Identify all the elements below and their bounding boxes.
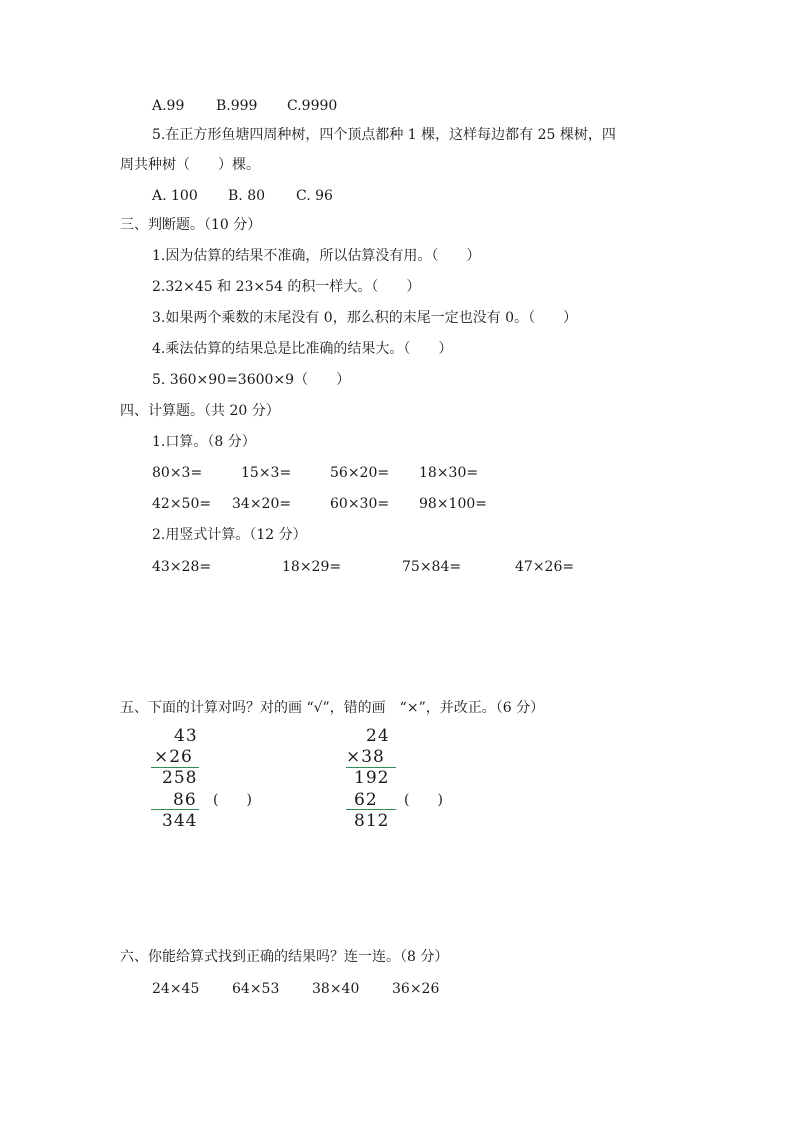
oral-calc-item: 34×20=	[232, 496, 292, 512]
oral-calc-item: 60×30=	[330, 496, 390, 512]
partial-product-1: 192	[354, 768, 390, 788]
vertical-calc-item: 18×29=	[282, 559, 342, 575]
section4-title: 四、计算题。（共 20 分）	[120, 403, 280, 419]
judge-item-4: 4.乘法估算的结果总是比准确的结果大。（ ）	[152, 341, 453, 357]
multiplicand: 43	[174, 726, 198, 746]
oral-calc-item: 18×30=	[419, 465, 479, 481]
product: 812	[354, 811, 390, 831]
section3-title: 三、判断题。（10 分）	[120, 217, 262, 233]
vertical-calc-title: 2.用竖式计算。（12 分）	[152, 527, 307, 543]
answer-parentheses: ( )	[404, 792, 443, 808]
partial-product-2: 62	[354, 790, 378, 810]
q4-option-b: B.999	[216, 98, 258, 114]
oral-calc-item: 98×100=	[419, 496, 487, 512]
oral-calc-item: 42×50=	[152, 496, 212, 512]
vertical-calc-item: 43×28=	[152, 559, 212, 575]
vertical-calc-item: 47×26=	[515, 559, 575, 575]
q4-option-c: C.9990	[287, 98, 338, 114]
q5-option-a: A. 100	[152, 188, 198, 204]
q5-option-c: C. 96	[296, 188, 333, 204]
judge-item-1: 1.因为估算的结果不准确，所以估算没有用。（ ）	[152, 248, 481, 264]
match-expression: 36×26	[392, 981, 440, 997]
multiplier: ×38	[346, 747, 385, 767]
section5-title: 五、下面的计算对吗？对的画 “√”，错的画 “×”，并改正。（6 分）	[120, 700, 545, 716]
oral-calc-item: 15×3=	[241, 465, 292, 481]
judge-item-3: 3.如果两个乘数的末尾没有 0，那么积的末尾一定也没有 0。（ ）	[152, 310, 578, 326]
q5-text-line2: 周共种树（ ）棵。	[120, 157, 260, 173]
section6-title: 六、你能给算式找到正确的结果吗？连一连。（8 分）	[120, 949, 449, 965]
q5-text-line1: 5.在正方形鱼塘四周种树，四个顶点都种 1 棵，这样每边都有 25 棵树，四	[152, 127, 616, 143]
rule-line	[151, 809, 199, 810]
rule-line	[346, 809, 396, 810]
partial-product-1: 258	[162, 768, 198, 788]
oral-calc-item: 80×3=	[152, 465, 203, 481]
judge-item-5: 5. 360×90=3600×9（ ）	[152, 372, 351, 388]
partial-product-2: 86	[173, 790, 197, 810]
answer-parentheses: ( )	[213, 792, 252, 808]
match-expression: 24×45	[152, 981, 200, 997]
multiplier: ×26	[154, 747, 193, 767]
q5-option-b: B. 80	[228, 188, 266, 204]
q4-option-a: A.99	[152, 98, 185, 114]
vertical-calc-item: 75×84=	[402, 559, 462, 575]
multiplicand: 24	[366, 726, 390, 746]
judge-item-2: 2.32×45 和 23×54 的积一样大。（ ）	[152, 279, 421, 295]
oral-calc-item: 56×20=	[330, 465, 390, 481]
match-expression: 38×40	[312, 981, 360, 997]
oral-calc-title: 1.口算。（8 分）	[152, 434, 256, 450]
match-expression: 64×53	[232, 981, 280, 997]
product: 344	[162, 811, 198, 831]
